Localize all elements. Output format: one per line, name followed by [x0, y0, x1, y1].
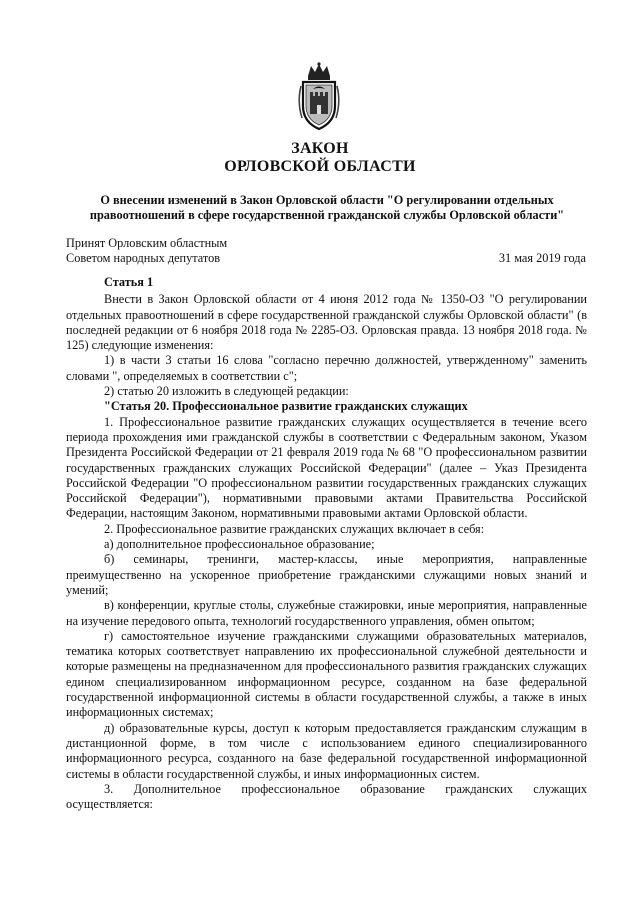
paragraph: 1. Профессиональное развитие гражданских служащих осуществляется в течение всего периода прохождения ими гражданской службы в соответствии с Федеральным законом, Указом Президента Российской Федерации от 21 февраля 2019 года № 68 "О профессиональном развитии государственных гражданских служащих Российской Федерации" (далее – Указ Президента Российской Федерации "О профессиональном развитии государственных гражданских служащих Российской Федерации"), нормативными правовыми актами Правительства Российской Федерации, настоящим Законом, нормативными правовыми актами Орловской области.: [66, 414, 587, 521]
paragraph: 3. Дополнительное профессиональное образование гражданских служащих осуществляется:: [66, 781, 587, 812]
paragraph: д) образовательные курсы, доступ к которым предоставляется гражданским служащим в дистанционной форме, в том числе с использованием единого специализированного информационного ресурса, созданного на базе федеральной государственной информационной системы в области государственной службы, и иных информационных систем.: [66, 720, 587, 781]
adoption-date: 31 мая 2019 года: [498, 251, 586, 265]
region-title: ОРЛОВСКОЙ ОБЛАСТИ: [224, 158, 416, 175]
adoption-line: Принят Орловским областным: [66, 236, 228, 250]
law-title: ЗАКОН: [291, 140, 349, 157]
paragraph: г) самостоятельное изучение гражданскими служащими образовательных материалов, тематика которых соответствует направлению их профессиональной служебной деятельности и которые размещены на предназначенном для профессионального развития гражданских служащих едином специализированном информационном ресурсе, созданном на базе федеральной государственной информационной системы в области государственной службы, а также в иных информационных системах;: [66, 628, 587, 720]
law-body: [66, 275, 587, 812]
law-subject-line: О внесении изменений в Закон Орловской области "О регулировании отдельных: [100, 193, 554, 207]
adoption-line: Советом народных депутатов: [66, 251, 221, 265]
law-subject-line: правоотношений в сфере государственной гражданской службы Орловской области": [89, 208, 565, 222]
orel-region-coat-of-arms-icon: [296, 62, 342, 132]
adoption-body: [66, 236, 227, 266]
paragraph: в) конференции, круглые столы, служебные стажировки, иные мероприятия, направленные на изучение передового опыта, технологий государственного управления, обмен опытом;: [66, 598, 587, 628]
paragraph: а) дополнительное профессиональное образование;: [104, 537, 375, 552]
paragraph: б) семинары, тренинги, мастер-классы, иные мероприятия, направленные преимущественно на ускоренное приобретение гражданскими служащими новых знаний и умений;: [66, 552, 587, 597]
article-heading: Статья 1: [104, 275, 154, 289]
paragraph: 2. Профессиональное развитие гражданских служащих включает в себя:: [104, 521, 485, 536]
law-subject: [66, 193, 588, 223]
article-20-heading: "Статья 20. Профессиональное развитие гражданских служащих: [104, 399, 468, 414]
paragraph: Внести в Закон Орловской области от 4 июня 2012 года № 1350-ОЗ "О регулировании отдельных правоотношений в сфере государственной гражданской службы Орловской области" (в последней редакции от 6 ноября 2018 года № 2285-ОЗ. Орловская правда. 13 ноября 2018 года. № 125) следующие изменения:: [66, 292, 587, 353]
paragraph: 2) статью 20 изложить в следующей редакции:: [104, 384, 349, 399]
paragraph: 1) в части 3 статьи 16 слова "согласно перечню должностей, утвержденному" заменить словами ", определяемых в соответствии с";: [66, 353, 587, 383]
